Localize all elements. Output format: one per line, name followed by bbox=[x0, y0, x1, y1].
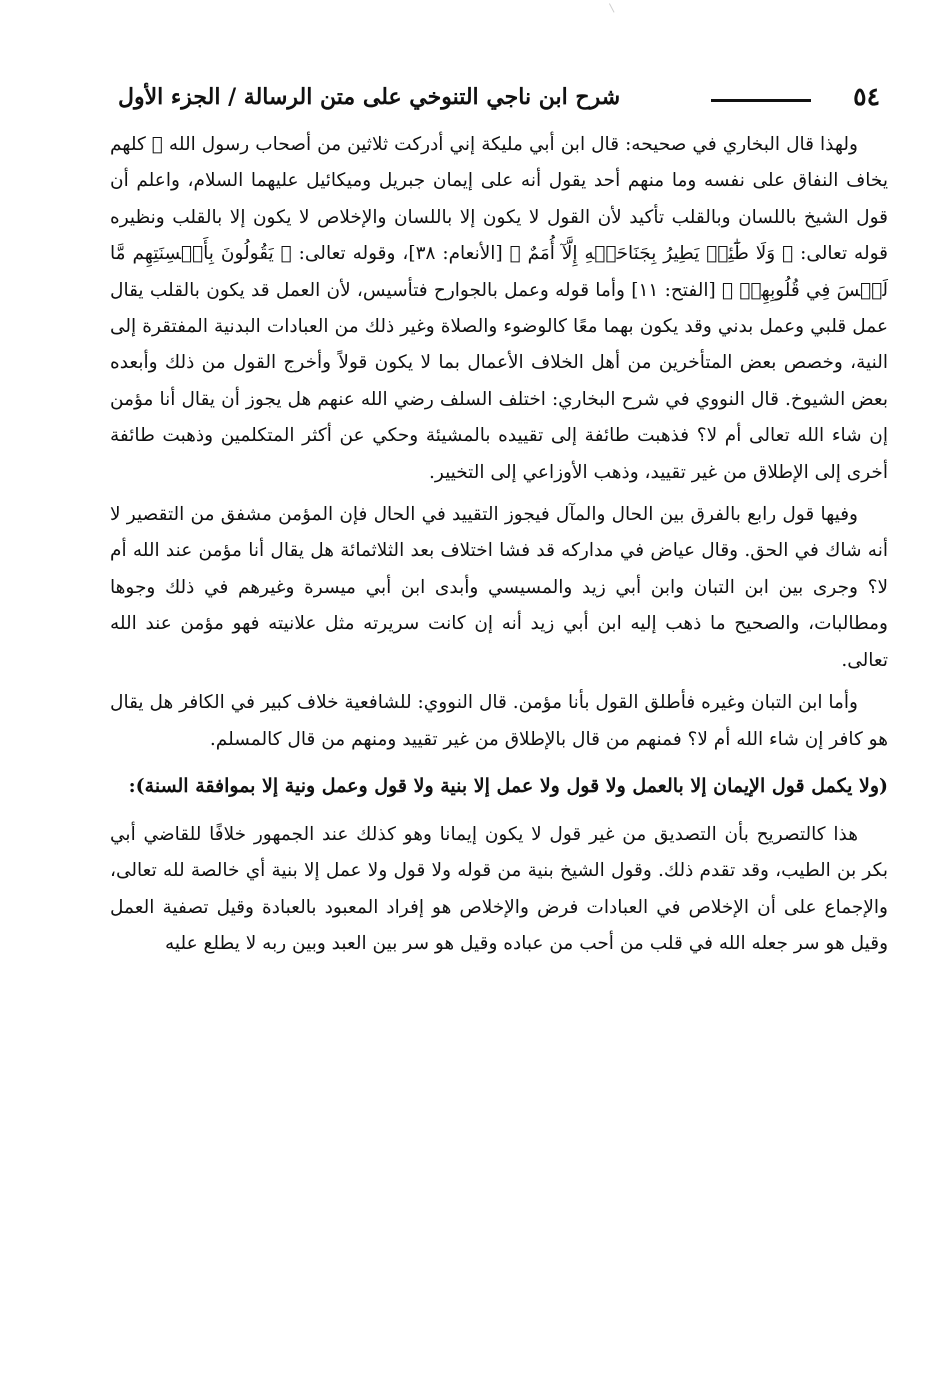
paragraph-4: هذا كالتصريح بأن التصديق من غير قول لا يكون إيمانا وهو كذلك عند الجمهور خلافًا للقاضي أبي بكر بن الطيب، وقد تقدم ذلك. وقول الشيخ بنية من قوله ولا قول ولا عمل إلا بنية أي خالصة لله تعالى، والإجماع على أن الإخلاص في العبادات فرض والإخلاص هو إفراد المعبود بالعبادة وقيل تصفية العمل وقيل هو سر جعله الله في قلب من أحب من عباده وقيل هو سر بين العبد وبين ربه لا يطلع عليه bbox=[110, 823, 888, 955]
page-header bbox=[118, 82, 886, 122]
matn-heading: (ولا يكمل قول الإيمان إلا بالعمل ولا قول ولا عمل إلا بنية ولا قول وعمل ونية إلا بموافقة السنة): bbox=[128, 774, 888, 797]
page-number: ٥٤ bbox=[853, 82, 880, 111]
paragraph-3: وأما ابن التبان وغيره فأطلق القول بأنا مؤمن. قال النووي: للشافعية خلاف كبير في الكافر هل يقال هو كافر إن شاء الله أم لا؟ فمنهم من قال بالإطلاق من غير تقييد ومنهم من قال كالمسلم. bbox=[110, 692, 888, 750]
paragraph-1: ولهذا قال البخاري في صحيحه: قال ابن أبي مليكة إني أدركت ثلاثين من أصحاب رسول الله ﷺ كلهم يخاف النفاق على نفسه وما منهم أحد يقول أنه على إيمان جبريل وميكائيل عليهما السلام، واعلم أن قول الشيخ باللسان وبالقلب تأكيد لأن القول لا يكون إلا باللسان والإخلاص لا يكون إلا بالقلب ونظيره قوله تعالى: ﴿ وَلَا طَٰٓئِرٖ يَطِيرُ بِجَنَاحَيۡهِ إِلَّآ أُمَمٌ ﴾ [الأنعام: ٣٨]، وقوله تعالى: ﴿ يَقُولُونَ بِأَلۡسِنَتِهِم مَّا لَيۡسَ فِي قُلُوبِهِمۡ ﴾ [الفتح: ١١] وأما قوله وعمل بالجوارح فتأسيس، لأن العمل قد يكون بالقلب يقال عمل قلبي وعمل بدني وقد يكون بهما معًا كالوضوء والصلاة وغير ذلك من العبادات البدنية المفتقرة إلى النية، وخصص بعض المتأخرين من أهل الخلاف الأعمال بما لا يكون قولاً وأخرج القول من ذلك وأبعده بعض الشيوخ. قال النووي في شرح البخاري: اختلف السلف رضي الله عنهم هل يجوز أن يقال أنا مؤمن إن شاء الله تعالى أم لا؟ فذهبت طائفة إلى تقييده بالمشيئة وحكي عن أكثر المتكلمين وذهبت طائفة أخرى إلى الإطلاق من غير تقييد، وذهب الأوزاعي إلى التخيير. bbox=[110, 134, 889, 483]
body-text bbox=[110, 127, 888, 963]
header-rule bbox=[711, 99, 811, 102]
scan-mark bbox=[609, 1, 618, 12]
running-title: شرح ابن ناجي التنوخي على متن الرسالة / الجزء الأول bbox=[118, 84, 621, 110]
paragraph-2: وفيها قول رابع بالفرق بين الحال والمآل فيجوز التقييد في الحال فإن المؤمن مشفق من التقصير لا أنه شاك في الحق. وقال عياض في مداركه قد فشا اختلاف بعد الثلاثمائة هل يقال أنا مؤمن عند الله أم لا؟ وجرى بين ابن التبان وابن أبي زيد والمسيسي وأبدى ابن أبي ميسرة وغيرهم في ذلك وجوها ومطالبات، والصحيح ما ذهب إليه ابن أبي زيد أنه إن كانت سريرته مثل علانيته فهو مؤمن عند الله تعالى. bbox=[110, 504, 888, 671]
